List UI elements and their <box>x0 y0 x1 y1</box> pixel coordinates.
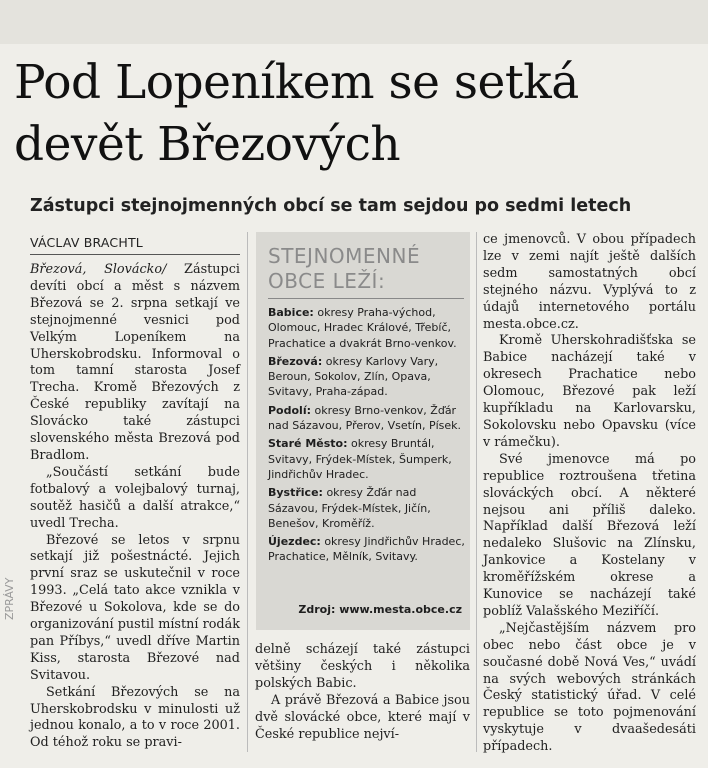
entry-name: Podolí: <box>268 403 311 417</box>
entry-text: okresy Praha-východ, Olomouc, Hradec Králové, Třebíč, Prachatice a dvakrát Brno-venkov. <box>268 306 457 350</box>
entry-text: okresy Karlovy Vary, Beroun, Sokolov, Zlín, Opava, Svitavy, Praha-západ. <box>268 354 439 399</box>
info-box-entry <box>268 436 466 482</box>
article-paragraph: Březové se letos v srpnu setkají již pošestnácté. Jejich první sraz se uskutečnil v roce 1993. „Celá tato akce vznikla v Březové u Sokolova, kde se do organizování pustil místní rodák pan Příbys,“ uvedl dříve Martin Kiss, starosta Březové nad Svitavou. <box>30 532 240 683</box>
paragraph-text: Zástupci devíti obcí a měst s názvem Březová se 2. srpna setkají ve stejnojmenné vesnici pod Velkým Lopeníkem na Uherskobrodsku. Informoval o tom tamní starosta Josef Trecha. Kromě Březových z České republiky zavítají na Slovácko také zástupci slovenského města Brezová pod Bradlom. <box>30 262 240 463</box>
entry-name: Újezdec: <box>268 535 321 549</box>
info-box-heading-line: OBCE LEŽÍ: <box>268 269 386 293</box>
dateline: Březová, Slovácko/ <box>30 262 167 277</box>
article-paragraph: ce jmenovců. V obou případech lze v zemi najít ještě dalších sedm samostatných obcí stejného názvu. Vyplývá to z údajů internetového portálu mesta.obce.cz. <box>483 232 696 332</box>
subtitle: Zástupci stejnojmenných obcí se tam sejdou po sedmi letech <box>30 196 632 216</box>
info-box-divider <box>268 298 464 299</box>
info-box-heading-line: STEJNOMENNÉ <box>268 244 421 268</box>
article-paragraph: delně scházejí také zástupci většiny českých i několika polských Babic. <box>255 642 470 691</box>
article-paragraph: Setkání Březových se na Uherskobrodsku v minulosti už jednou konalo, a to v roce 2001. Od téhož roku se pravi- <box>30 684 240 751</box>
author-byline: VÁCLAV BRACHTL <box>30 235 143 250</box>
entry-text: okresy Jindřichův Hradec, Prachatice, Mělník, Svitavy. <box>268 535 465 564</box>
entry-text: okresy Bruntál, Svitavy, Frýdek-Místek, Šumperk, Jindřichův Hradec. <box>268 437 452 481</box>
info-box-entry <box>268 403 466 434</box>
info-box-entry <box>268 485 466 531</box>
article-column-3 <box>483 232 696 756</box>
entry-text: okresy Brno-venkov, Žďár nad Sázavou, Přerov, Vsetín, Písek. <box>268 403 462 433</box>
entry-name: Staré Město: <box>268 437 348 451</box>
entry-text: okresy Žďár nad Sázavou, Frýdek-Místek, Jičín, Benešov, Kroměříž. <box>268 486 431 530</box>
headline: Pod Lopeníkem se setká devět Březových <box>14 55 579 172</box>
info-box-entry <box>268 354 466 400</box>
article-paragraph: A právě Březová a Babice jsou dvě slovácké obce, které mají v České republice nejví- <box>255 692 470 742</box>
article-paragraph: „Součástí setkání bude fotbalový a volejbalový turnaj, soutěž hasičů a další atrakce,“ uvedl Trecha. <box>30 464 240 531</box>
column-divider <box>476 232 477 752</box>
info-box-list <box>268 305 466 568</box>
info-box-entry <box>268 305 466 351</box>
article-column-1 <box>30 262 240 752</box>
info-box-entry <box>268 534 466 565</box>
entry-name: Březová: <box>268 354 323 368</box>
article-paragraph: Své jmenovce má po republice roztroušena třetina slováckých obcí. A některé nejsou ani příliš daleko. Například další Březová leží nedaleko Slušovic na Zlínsku, Jankovice a Kostelany v kroměřížském okrese a Kunovice se nacházejí také poblíž Valašského Meziříčí. <box>483 451 696 619</box>
side-section-label: ZPRÁVY <box>3 577 16 620</box>
info-box-heading <box>268 244 464 294</box>
entry-name: Babice: <box>268 306 314 319</box>
article-paragraph: Kromě Uherskohradišťska se Babice nacházejí také v okresech Prachatice nebo Olomouc, Březové pak leží kupříkladu na Karlovarsku, Sokolovsku nebo Opavsku (více v rámečku). <box>483 333 696 450</box>
article-paragraph: „Nejčastějším názvem pro obec nebo část obce je v současné době Nová Ves,“ uvádí na svých webových stránkách Český statistický úřad. V celé republice se toto pojmenování vyskytuje v dvaašedesáti případech. <box>483 620 696 755</box>
byline-divider <box>30 254 240 255</box>
top-band <box>0 0 708 44</box>
info-box-source: Zdroj: www.mesta.obce.cz <box>298 603 462 616</box>
article-column-2 <box>255 642 470 743</box>
entry-name: Bystřice: <box>268 486 323 500</box>
column-divider <box>247 232 248 752</box>
article-paragraph <box>30 262 240 465</box>
